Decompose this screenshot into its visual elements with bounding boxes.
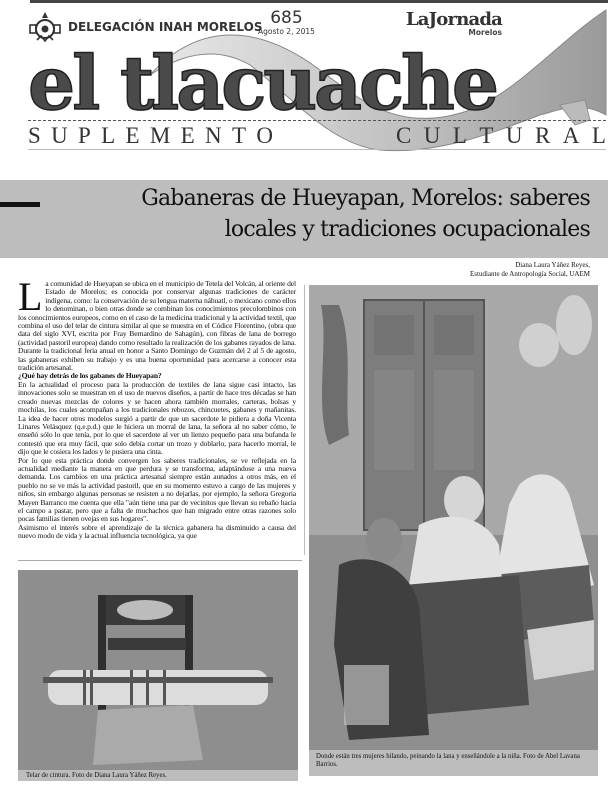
headline-rule — [0, 202, 40, 207]
subtitle-rule — [28, 149, 606, 150]
photo-women-spinning-image — [309, 285, 598, 750]
subtitle-letter: S — [28, 123, 41, 148]
inah-brand — [28, 10, 263, 44]
partner-name: LaJornada — [405, 9, 502, 30]
column-separator — [304, 285, 305, 555]
subtitle-letter: L — [452, 123, 467, 148]
subtitle-letter: U — [423, 123, 441, 148]
subtitle-letter: P — [78, 123, 91, 148]
photo-backstrap-loom — [18, 570, 298, 770]
subtitle-letter: C — [396, 123, 412, 148]
drop-cap: L — [18, 274, 43, 319]
paragraph — [18, 274, 296, 347]
subtitle-letter: N — [205, 123, 222, 148]
dotted-divider — [28, 120, 606, 121]
subtitle-word-2 — [396, 124, 606, 148]
issue-info — [258, 10, 315, 36]
partner-sub: Morelos — [468, 28, 502, 37]
jornada-brand — [390, 10, 502, 37]
headline-line-2: locales y tradiciones ocupacionales — [224, 217, 590, 242]
subtitle-letter: O — [256, 123, 273, 148]
subtitle-letter: T — [231, 123, 247, 148]
issue-number: 685 — [270, 8, 303, 28]
paragraph-2: Durante la tradicional feria anual en honor a Santo Domingo de Guzmán del 2 al 5 de agosto, las gabaneras exhiben su trabajo y es una buena oportunidad para acercarse a conocer esta tradición artesanal. — [18, 346, 296, 373]
jornada-logo-icon — [390, 10, 502, 29]
institution-name: DELEGACIÓN INAH MORELOS — [68, 20, 263, 34]
article-body — [18, 274, 296, 552]
byline — [470, 261, 590, 279]
subtitle-letter: U — [505, 123, 523, 148]
paragraph-4: Por lo que esta práctica donde convergen los saberes tradicionales, se ve reflejada en la actualidad mediante la manera en que perdura y se transforma, adaptándose a una nueva demanda. Los cambios en una práctica artesanal siempre están aunados a otros más, en el pueblo no se ve más la actividad pastoril, que en su momento estuvo a cargo de las mujeres y niños, sin embargo algunas personas se resisten a no dejarlas, por ejemplo, la señora Gregoria Mayen Barranco me cuenta que ella "aún tiene una par de vecinitos que llevan su rebaño hacia el campo a pastar, pero que a falta de muchachos que han migrado entre otras razones solo pocas familias tienen ovejas en sus hogares". — [18, 455, 296, 524]
subtitle-word-1 — [28, 124, 273, 148]
paragraph-1-text: a comunidad de Hueyapan se ubica en el municipio de Tetela del Volcán, al oriente del Estado de Morelos; es conocida por conservar algunas tradiciones de carácter indígena, como: la conservación de su lengua materna náhuatl, o mexicano como ellos lo denominan, o bien otras donde se combinan los conocimientos precolombinos con los conocimientos europeos, como en el caso de la medicina tradicional y la actividad textil, que combina el uso del telar de cintura similar al que se muestra en el Códice Florentino, (obra que data del siglo XVI, escrita por Fray Bernardino de Sahagún), con fibras de lana de borrego (actividad pastoril europea) dando como resultado la realización de los gabanes rayados de lana. — [18, 279, 296, 347]
publication-subtitle — [28, 124, 606, 148]
subtitle-letter: T — [479, 123, 494, 148]
paragraph-5: Asimismo el interés sobre el aprendizaje de la técnica gabanera ha disminuido a causa del nuevo modo de vida y la actual influencia tecnológica, ya que — [18, 522, 296, 541]
subtitle-letter: U — [51, 123, 68, 148]
subtitle-letter: L — [101, 123, 116, 148]
photo-caption-left: Telar de cintura. Foto de Diana Laura Yáñez Reyes. — [18, 770, 298, 781]
author-role: Estudiante de Antropología Social, UAEM — [470, 270, 590, 278]
photo-women-spinning — [309, 285, 598, 750]
photo-backstrap-loom-image — [18, 570, 298, 770]
inah-logo-icon — [28, 10, 62, 44]
photo-divider — [18, 560, 302, 561]
section-subheading: ¿Qué hay detrás de los gabanes de Hueyapan? — [18, 371, 162, 381]
issue-date: Agosto 2, 2015 — [258, 27, 315, 36]
subtitle-letter: E — [180, 123, 195, 148]
article-headline — [46, 183, 590, 245]
subtitle-letter: E — [125, 123, 140, 148]
subtitle-letter: A — [562, 123, 580, 148]
publication-title: el tlacuache — [28, 41, 496, 127]
author-name: Diana Laura Yáñez Reyes, — [515, 261, 590, 269]
subtitle-letter: M — [149, 123, 171, 148]
headline-line-1: Gabaneras de Hueyapan, Morelos: saberes — [141, 186, 590, 211]
photo-caption-right: Donde están tres mujeres hilando, peinando la lana y enseñándole a la niña. Foto de Abel Lavana Barrios. — [309, 750, 598, 776]
subtitle-letter: L — [591, 123, 606, 148]
subtitle-letter: R — [534, 123, 551, 148]
paragraph-3: En la actualidad el proceso para la producción de textiles de lana sigue casi intacto, las innovaciones solo se muestran en el uso de nuevos diseños, a partir de hace tres décadas se han creado nuevas mezclas de colores y se hacen ahora también morrales, carteras, bolsas y mochilas, los cuales acompañan a los tradicionales rebozos, chincuetes, gabanes y mañanitas. La idea de hacer otros modelos surgió a partir de que un sacerdote le pidiera a doña Vicenta Linares Velásquez (q.e.p.d.) que le hiciera un morral de lana, la señora al no saber cómo, le enseñó sólo lo que tenía, por lo que el sacerdote al ver un lienzo pequeño para una bufanda le contestó que era muy fácil, que solo debía cortar un trozo y doblarlo, para hacerlo morral, le dijo que le cosiera los lados y le pusiera una cinta. — [18, 379, 296, 457]
masthead — [0, 0, 608, 160]
